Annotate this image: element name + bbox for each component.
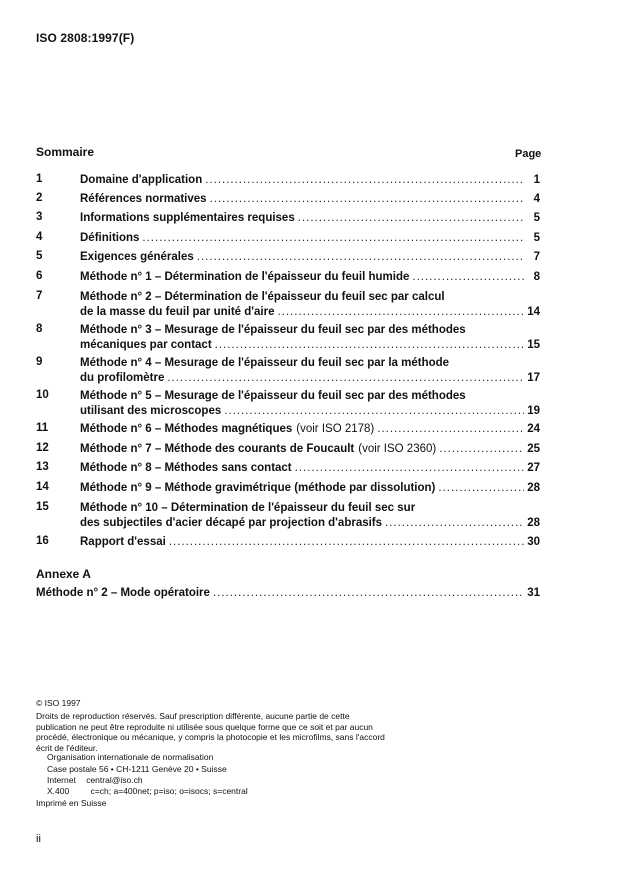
toc-entry-page: 5 — [533, 212, 540, 224]
toc-entry-line — [80, 356, 540, 370]
toc-entry-title: Définitions — [80, 232, 140, 244]
toc-entry-title: mécaniques par contact — [80, 339, 212, 351]
toc-entry-title: Exigences générales — [80, 251, 194, 263]
copyright-line: © ISO 1997 — [36, 698, 81, 708]
toc-entry-line — [80, 516, 540, 530]
toc-entry-page: 5 — [533, 232, 540, 244]
x400-row — [47, 786, 248, 796]
leader-dots — [142, 231, 525, 245]
toc-entry-page: 7 — [533, 251, 540, 263]
leader-dots — [385, 516, 524, 530]
toc-entry-number: 2 — [36, 192, 43, 204]
toc-entry — [36, 290, 540, 322]
toc-entry-title: Méthode n° 10 – Détermination de l'épaisseur du feuil sec sur — [80, 502, 416, 514]
toc-entry — [36, 211, 540, 227]
toc-entry-line — [80, 250, 540, 264]
toc-title: Sommaire — [36, 145, 95, 159]
toc-entry — [36, 231, 540, 247]
toc-entry — [36, 389, 540, 421]
internet-value: central@iso.ch — [86, 775, 143, 785]
leader-dots — [210, 192, 525, 206]
toc-entry-line — [80, 535, 540, 549]
toc-entry-title: Domaine d'application — [80, 174, 203, 186]
leader-dots — [438, 481, 524, 495]
toc-entry-title: Rapport d'essai — [80, 536, 166, 548]
page-number: ii — [36, 833, 41, 845]
toc-entry-number: 7 — [36, 290, 43, 302]
toc-entry-line — [80, 338, 540, 352]
toc-entry-title: Méthode n° 9 – Méthode gravimétrique (méthode par dissolution) — [80, 482, 436, 494]
toc-entry — [36, 461, 540, 477]
toc-entry-title: du profilomètre — [80, 372, 165, 384]
toc-entry-number: 16 — [36, 535, 49, 547]
toc-entry-title: Références normatives — [80, 193, 207, 205]
toc-entry-line — [80, 422, 540, 436]
toc-entry — [36, 481, 540, 497]
toc-entry-number: 8 — [36, 323, 43, 335]
leader-dots — [213, 586, 524, 600]
toc-entry-line — [80, 371, 540, 385]
annex-entry-page: 31 — [527, 587, 540, 599]
x400-label: X.400 — [47, 786, 70, 796]
toc-entry — [36, 323, 540, 355]
toc-entry-page: 28 — [527, 517, 540, 529]
toc-entry-line — [80, 231, 540, 245]
internet-label: Internet — [47, 775, 76, 785]
toc-entry-page: 17 — [527, 372, 540, 384]
toc-entry — [36, 442, 540, 458]
toc-entry-line — [80, 404, 540, 418]
toc-entry — [36, 173, 540, 189]
toc-entry-page: 28 — [527, 482, 540, 494]
x400-value: c=ch; a=400net; p=iso; o=isocs; s=central — [90, 786, 248, 796]
toc-entry-number: 1 — [36, 173, 43, 185]
toc-entry-number: 4 — [36, 231, 43, 243]
leader-dots — [298, 211, 525, 225]
toc-entry-note: (voir ISO 2178) — [296, 423, 375, 435]
toc-entry-line — [80, 290, 540, 304]
toc-entry — [36, 501, 540, 533]
toc-entry-title: Méthode n° 3 – Mesurage de l'épaisseur du feuil sec par des méthodes — [80, 324, 466, 336]
toc-entry-line — [80, 211, 540, 225]
toc-entry — [36, 270, 540, 286]
toc-entry-number: 14 — [36, 481, 49, 493]
toc-entry-line — [80, 270, 540, 284]
toc-entry-page: 27 — [527, 462, 540, 474]
org-address: Case postale 56 • CH-1211 Genève 20 • Suisse — [47, 764, 227, 774]
leader-dots — [197, 250, 525, 264]
toc-entry-title: Méthode n° 7 – Méthode des courants de Foucault — [80, 443, 355, 455]
annex-heading: Annexe A — [36, 567, 91, 581]
toc-entry-title: Informations supplémentaires requises — [80, 212, 295, 224]
toc-entry-page: 14 — [527, 306, 540, 318]
toc-entry-number: 6 — [36, 270, 43, 282]
toc-entry — [36, 356, 540, 388]
leader-dots — [295, 461, 525, 475]
toc-entry-number: 15 — [36, 501, 49, 513]
toc-entry-title: Méthode n° 8 – Méthodes sans contact — [80, 462, 292, 474]
toc-entry-title: Méthode n° 6 – Méthodes magnétiques — [80, 423, 293, 435]
toc-entry-number: 5 — [36, 250, 43, 262]
leader-dots — [167, 371, 524, 385]
toc-entry — [36, 535, 540, 551]
leader-dots — [169, 535, 524, 549]
toc-entry-line — [80, 442, 540, 456]
toc-entry-title: utilisant des microscopes — [80, 405, 222, 417]
leader-dots — [215, 338, 525, 352]
toc-entry-title: de la masse du feuil par unité d'aire — [80, 306, 275, 318]
leader-dots — [377, 422, 524, 436]
toc-entry-page: 1 — [533, 174, 540, 186]
toc-entry-page: 15 — [527, 339, 540, 351]
printed-in: Imprimé en Suisse — [36, 798, 107, 808]
toc-entry-page: 30 — [527, 536, 540, 548]
internet-row — [47, 775, 143, 785]
toc-entry-title: Méthode n° 2 – Détermination de l'épaisseur du feuil sec par calcul — [80, 291, 445, 303]
toc-entry — [36, 422, 540, 438]
toc-entry-page: 19 — [527, 405, 540, 417]
toc-entry-title: Méthode n° 5 – Mesurage de l'épaisseur du feuil sec par des méthodes — [80, 390, 466, 402]
leader-dots — [412, 270, 525, 284]
toc-entry-number: 9 — [36, 356, 43, 368]
toc-entry-page: 8 — [533, 271, 540, 283]
toc-entry-line — [80, 323, 540, 337]
toc-entry-line — [80, 192, 540, 206]
toc-entry-page: 24 — [527, 423, 540, 435]
toc-entry-number: 3 — [36, 211, 43, 223]
leader-dots — [205, 173, 525, 187]
toc-entry-page: 25 — [527, 443, 540, 455]
toc-entry-number: 10 — [36, 389, 49, 401]
toc-entry-title: Méthode n° 4 – Mesurage de l'épaisseur du feuil sec par la méthode — [80, 357, 450, 369]
leader-dots — [277, 305, 524, 319]
leader-dots — [439, 442, 524, 456]
toc-entry-line — [80, 481, 540, 495]
toc-entry-line — [80, 389, 540, 403]
toc-entry — [36, 250, 540, 266]
toc-entry — [36, 192, 540, 208]
toc-entry-number: 13 — [36, 461, 49, 473]
toc-entry-note: (voir ISO 2360) — [358, 443, 437, 455]
toc-entry-page: 4 — [533, 193, 540, 205]
leader-dots — [224, 404, 524, 418]
rights-text: Droits de reproduction réservés. Sauf prescription différente, aucune partie de cette publication ne peut être reproduite ni utilisée sous quelque forme que ce soit et par aucun procédé, électronique ou mécanique, y compris la photocopie et les microfilms, sans l'accord écrit de l'éditeur. — [36, 711, 385, 753]
document-id: ISO 2808:1997(F) — [36, 31, 135, 45]
annex-entry-title: Méthode n° 2 – Mode opératoire — [36, 587, 210, 599]
toc-page-label: Page — [515, 148, 542, 160]
toc-entry-number: 11 — [36, 422, 49, 434]
toc-entry-title: Méthode n° 1 – Détermination de l'épaisseur du feuil humide — [80, 271, 410, 283]
toc-entry-number: 12 — [36, 442, 49, 454]
toc-entry-line — [80, 501, 540, 515]
toc-entry-line — [80, 173, 540, 187]
toc-entry-title: des subjectiles d'acier décapé par projection d'abrasifs — [80, 517, 383, 529]
org-name: Organisation internationale de normalisation — [47, 752, 214, 762]
toc-entry-line — [80, 305, 540, 319]
toc-entry-line — [80, 461, 540, 475]
